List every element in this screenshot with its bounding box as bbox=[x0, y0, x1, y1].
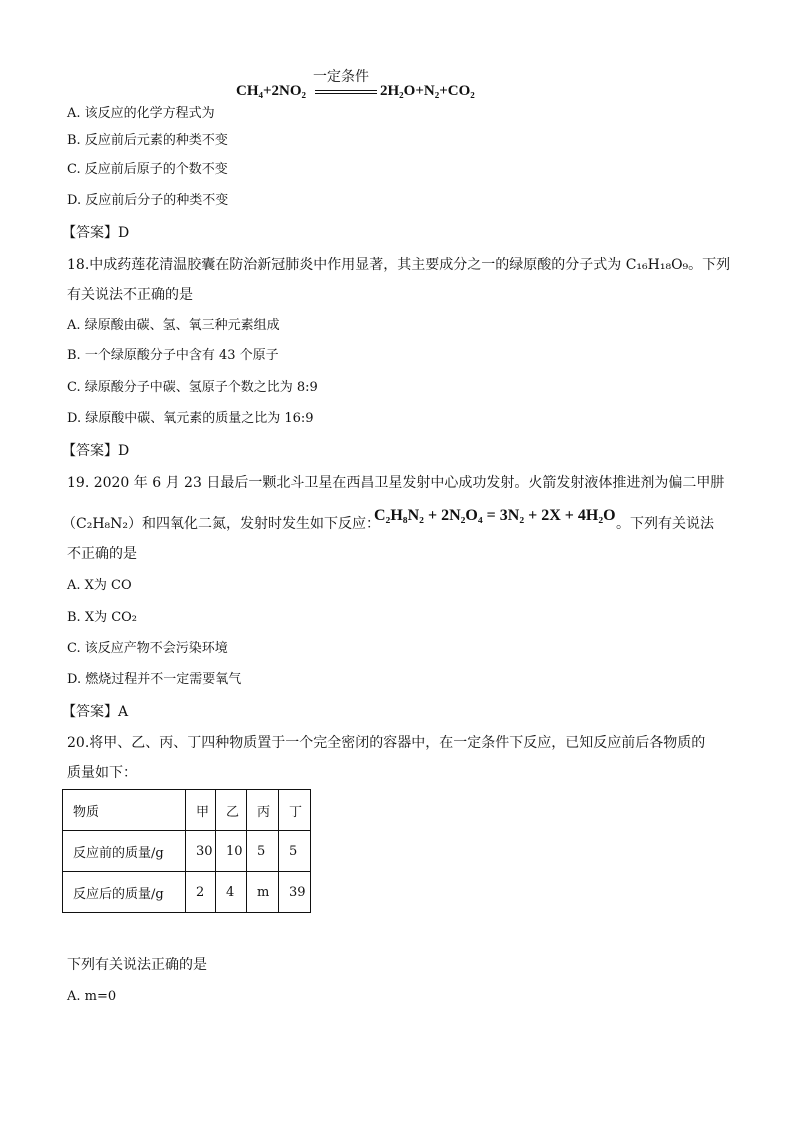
q19-equation: C₂H₈N₂ + 2N₂O₄ = 3N₂ + 2X + 4H₂O bbox=[374, 507, 616, 524]
q19-stem-cont: 不正确的是 bbox=[67, 546, 137, 562]
equation-right: 2H₂O+N₂+CO₂ bbox=[380, 83, 475, 99]
q19-stem-post: 。下列有关说法 bbox=[616, 516, 714, 532]
table-row bbox=[63, 831, 311, 872]
mass-table bbox=[62, 789, 311, 913]
q20-option-a: A. m=0 bbox=[67, 989, 117, 1004]
q17-option-d: D. 反应前后分子的种类不变 bbox=[67, 193, 229, 208]
table-row bbox=[63, 872, 311, 913]
q19-stem-pre: （C₂H₈N₂）和四氧化二氮，发射时发生如下反应： bbox=[62, 516, 381, 532]
q19-option-b: B. X为 CO₂ bbox=[67, 610, 138, 625]
q17-option-b: B. 反应前后元素的种类不变 bbox=[67, 133, 228, 148]
q18-stem-cont: 有关说法不正确的是 bbox=[67, 287, 193, 303]
q20-stem: 20.将甲、乙、丙、丁四种物质置于一个完全密闭的容器中，在一定条件下反应，已知反应前后各物质的 bbox=[67, 735, 706, 751]
q19-stem: 19. 2020 年 6 月 23 日最后一颗北斗卫星在西昌卫星发射中心成功发射。火箭发射液体推进剂为偏二甲肼 bbox=[67, 475, 725, 491]
q18-answer: 【答案】D bbox=[62, 443, 130, 459]
table-header-cell: 物质 bbox=[63, 790, 186, 831]
table-cell: 10 bbox=[216, 831, 247, 872]
q18-option-a: A. 绿原酸由碳、氢、氧三种元素组成 bbox=[67, 318, 280, 333]
table-cell: 30 bbox=[186, 831, 216, 872]
q19-answer: 【答案】A bbox=[62, 704, 129, 720]
equation-condition: 一定条件 bbox=[313, 69, 369, 85]
table-cell: m bbox=[247, 872, 279, 913]
table-cell: 5 bbox=[279, 831, 311, 872]
q20-prompt: 下列有关说法正确的是 bbox=[67, 957, 207, 973]
table-header-cell: 乙 bbox=[216, 790, 247, 831]
q19-option-a: A. X为 CO bbox=[67, 578, 132, 593]
q18-stem: 18.中成药莲花清温胶囊在防治新冠肺炎中作用显著，其主要成分之一的绿原酸的分子式为 C₁₆H₁₈O₉。下列 bbox=[67, 257, 731, 273]
q18-option-c: C. 绿原酸分子中碳、氢原子个数之比为 8:9 bbox=[67, 380, 318, 395]
table-cell: 4 bbox=[216, 872, 247, 913]
q18-option-b: B. 一个绿原酸分子中含有 43 个原子 bbox=[67, 348, 279, 363]
table-cell: 2 bbox=[186, 872, 216, 913]
q17-answer: 【答案】D bbox=[62, 225, 130, 241]
equation-double-line bbox=[315, 90, 377, 94]
table-cell: 5 bbox=[247, 831, 279, 872]
q19-option-d: D. 燃烧过程并不一定需要氧气 bbox=[67, 672, 242, 687]
table-header-cell: 丙 bbox=[247, 790, 279, 831]
table-header-cell: 甲 bbox=[186, 790, 216, 831]
table-cell: 反应前的质量/g bbox=[63, 831, 186, 872]
q17-option-a: A. 该反应的化学方程式为 bbox=[67, 106, 215, 121]
equation-left: CH₄+2NO₂ bbox=[236, 83, 307, 99]
table-header-row bbox=[63, 790, 311, 831]
q20-stem-cont: 质量如下： bbox=[67, 765, 137, 781]
table-header-cell: 丁 bbox=[279, 790, 311, 831]
table-cell: 反应后的质量/g bbox=[63, 872, 186, 913]
q17-option-c: C. 反应前后原子的个数不变 bbox=[67, 162, 228, 177]
q19-option-c: C. 该反应产物不会污染环境 bbox=[67, 641, 228, 656]
table-cell: 39 bbox=[279, 872, 311, 913]
q18-option-d: D. 绿原酸中碳、氧元素的质量之比为 16:9 bbox=[67, 411, 314, 426]
